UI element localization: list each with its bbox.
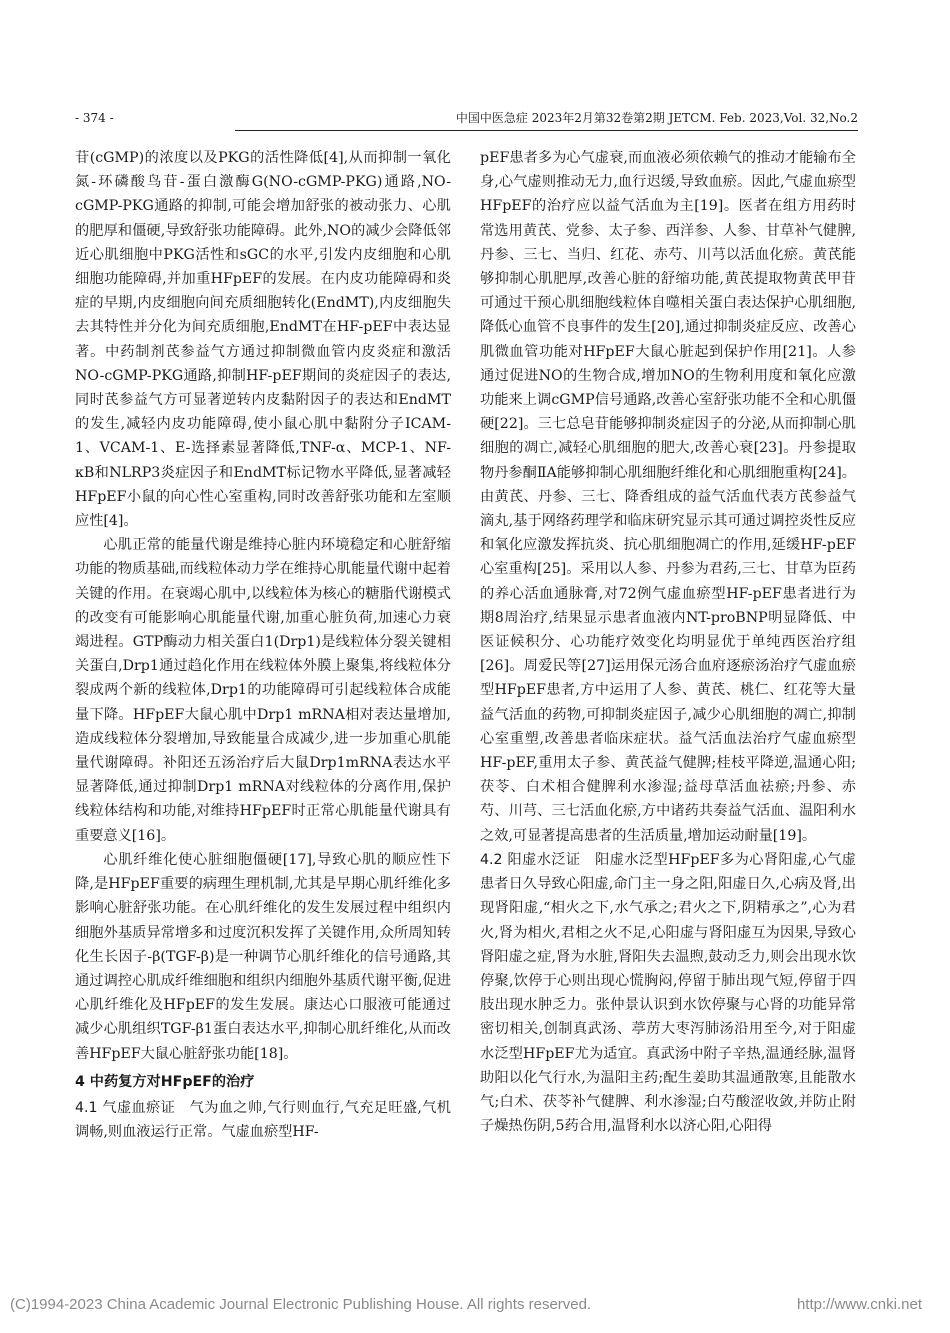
- subsection-paragraph: [75, 1096, 451, 1144]
- left-column: [75, 146, 451, 1144]
- right-column: [480, 146, 856, 1138]
- subsection-text: 阳虚水泛型HFpEF多为心肾阳虚,心气虚患者日久导致心阳虚,命门主一身之阳,阳虚日久,心病及肾,出现肾阳虚,“相火之下,水气承之;君火之下,阴精承之”,心为君火,肾为相火,君相之火不足,心阳虚与肾阳虚互为因果,导致心肾阳虚之症,肾为水脏,肾阳失去温煦,鼓动乏力,则会出现水饮停聚,饮停于心则出现心慌胸闷,停留于肺出现气短,停留于四肢出现水肿乏力。张仲景认识到水饮停聚与心肾的功能异常密切相关,创制真武汤、葶苈大枣泻肺汤沿用至今,对于阳虚水泛型HFpEF尤为适宜。真武汤中附子辛热,温通经脉,温肾助阳以化气行水,为温阳主药;配生姜助其温通散寒,且能散水气;白术、茯苓补气健脾、利水渗湿;白芍酸涩收敛,并防止附子燥热伤阴,5药合用,温肾利水以济心阳,心阳得: [480, 851, 856, 1135]
- page-footer: [10, 1296, 940, 1313]
- page-number: - 374 -: [75, 111, 114, 125]
- paragraph: pEF患者多为心气虚衰,而血液必须依赖气的推动才能输布全身,心气虚则推动无力,血行迟缓,导致血瘀。因此,气虚血瘀型HFpEF的治疗应以益气活血为主[19]。医者在组方用药时常选用黄芪、党参、太子参、西洋参、人参、甘草补气健脾,丹参、三七、当归、红花、赤芍、川芎以活血化瘀。黄芪能够抑制心肌肥厚,改善心脏的舒缩功能,黄芪提取物黄芪甲苷可通过干预心肌细胞线粒体自噬相关蛋白表达保护心肌细胞,降低心血管不良事件的发生[20],通过抑制炎症反应、改善心肌微血管功能对HFpEF大鼠心脏起到保护作用[21]。人参通过促进NO的生物合成,增加NO的生物利用度和氧化应激功能来上调cGMP信号通路,改善心室舒张功能不全和心肌僵硬[22]。三七总皂苷能够抑制炎症因子的分泌,从而抑制心肌细胞的凋亡,减轻心肌细胞的肥大,改善心衰[23]。丹参提取物丹参酮ⅡA能够抑制心肌细胞纤维化和心肌细胞重构[24]。由黄芪、丹参、三七、降香组成的益气活血代表方芪参益气滴丸,基于网络药理学和临床研究显示其可通过调控炎性反应和氧化应激发挥抗炎、抗心肌细胞凋亡的作用,延缓HF-pEF心室重构[25]。采用以人参、丹参为君药,三七、甘草为臣药的养心活血通脉膏,对72例气虚血瘀型HF-pEF患者进行为期8周治疗,结果显示患者血液内NT-proBNP明显降低、中医证候积分、心功能疗效变化均明显优于单纯西医治疗组[26]。周爱民等[27]运用保元汤合血府逐瘀汤治疗气虚血瘀型HFpEF患者,方中运用了人参、黄芪、桃仁、红花等大量益气活血的药物,可抑制炎症因子,减少心肌细胞的凋亡,抑制心室重塑,改善患者临床症状。益气活血法治疗气虚血瘀型HF-pEF,重用太子参、黄芪益气健脾;桂枝平降逆,温通心阳;茯苓、白术相合健脾利水渗湿;益母草活血祛瘀;丹参、赤芍、川芎、三七活血化瘀,方中诸药共奏益气活血、温阳利水之效,可显著提高患者的生活质量,增加运动耐量[19]。: [480, 150, 856, 844]
- section-heading: 4 中药复方对HFpEF的治疗: [75, 1073, 255, 1090]
- subsection-paragraph: [480, 848, 856, 1138]
- paragraph: 苷(cGMP)的浓度以及PKG的活性降低[4],从而抑制一氧化氮-环磷酸鸟苷-蛋白激酶G(NO-cGMP-PKG)通路,NO-cGMP-PKG通路的抑制,可能会增加舒张的被动张力、心肌的肥厚和僵硬,导致舒张功能障碍。此外,NO的减少会降低邻近心肌细胞中PKG活性和sGC的水平,引发内皮细胞和心肌细胞功能障碍,并加重HFpEF的发展。在内皮功能障碍和炎症的早期,内皮细胞向间充质细胞转化(EndMT),内皮细胞失去其特性并分化为间充质细胞,EndMT在HF-pEF中表达显著。中药制剂芪参益气方通过抑制微血管内皮炎症和激活NO-cGMP-PKG通路,抑制HF-pEF期间的炎症因子的表达,同时芪参益气方可显著逆转内皮黏附因子的表达和EndMT的发生,减轻内皮功能障碍,使小鼠心肌中黏附分子ICAM-1、VCAM-1、E-选择素显著降低,TNF-α、MCP-1、NF-κB和NLRP3炎症因子和EndMT标记物水平降低,显著减轻HFpEF小鼠的向心性心室重构,同时改善舒张功能和左室顺应性[4]。: [75, 150, 451, 530]
- paragraph: 心肌纤维化使心脏细胞僵硬[17],导致心肌的顺应性下降,是HFpEF重要的病理生理机制,尤其是早期心肌纤维化多影响心脏舒张功能。在心肌纤维化的发生发展过程中组织内细胞外基质异常增多和过度沉积发挥了关键作用,众所周知转化生长因子-β(TGF-β)是一种调节心肌纤维化的信号通路,其通过调控心肌成纤维细胞和组织内细胞外基质代谢平衡,促进心肌纤维化及HFpEF的发生发展。康达心口服液可能通过减少心肌组织TGF-β1蛋白表达水平,抑制心肌纤维化,从而改善HFpEF大鼠心脏舒张功能[18]。: [75, 851, 451, 1062]
- footer-url[interactable]: http://www.cnki.net: [796, 1296, 922, 1313]
- subsection-label: 4.2 阳虚水泛证: [480, 851, 581, 868]
- subsection-text: 气为血之帅,气行则血行,气充足旺盛,气机调畅,则血液运行正常。气虚血瘀型HF-: [75, 1099, 451, 1140]
- copyright-notice: (C)1994-2023 China Academic Journal Electronic Publishing House. All rights reserved.: [10, 1296, 592, 1313]
- journal-info: 中国中医急症 2023年2月第32卷第2期 JETCM. Feb. 2023,Vol. 32,No.2: [455, 111, 858, 125]
- page-header: [75, 110, 858, 132]
- paragraph: 心肌正常的能量代谢是维持心脏内环境稳定和心脏舒缩功能的物质基础,而线粒体动力学在维持心肌能量代谢中起着关键的作用。在衰竭心肌中,以线粒体为核心的糖脂代谢模式的改变有可能影响心肌能量代谢,加重心脏负荷,加速心力衰竭进程。GTP酶动力相关蛋白1(Drp1)是线粒体分裂关键相关蛋白,Drp1通过趋化作用在线粒体外膜上聚集,将线粒体分裂成两个新的线粒体,Drp1的功能障碍可引起线粒体合成能量下降。HFpEF大鼠心肌中Drp1 mRNA相对表达量增加,造成线粒体分裂增加,导致能量合成减少,进一步加重心肌能量代谢障碍。补阳还五汤治疗后大鼠Drp1mRNA表达水平显著降低,通过抑制Drp1 mRNA对线粒体的分离作用,保护线粒体结构和功能,对维持HFpEF时正常心肌能量代谢具有重要意义[16]。: [75, 537, 451, 844]
- header-rule: [235, 130, 858, 131]
- subsection-label: 4.1 气虚血瘀证: [75, 1099, 176, 1116]
